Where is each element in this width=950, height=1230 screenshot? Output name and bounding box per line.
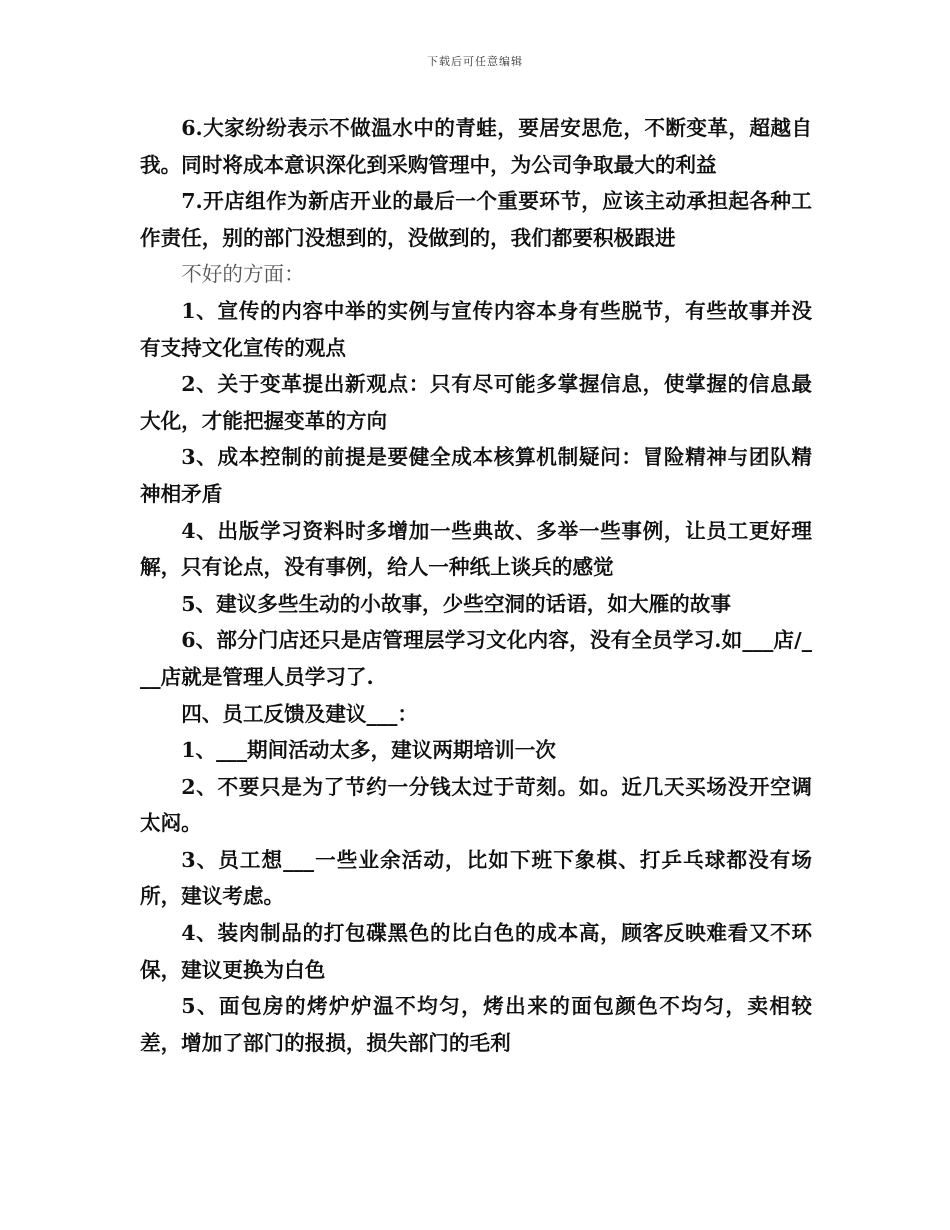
- section-heading: 四、员工反馈及建议___：: [181, 701, 419, 726]
- paragraph: 2、不要只是为了节约一分钱太过于苛刻。如。近几天买场没开空调太闷。: [140, 774, 812, 836]
- paragraph: 5、面包房的烤炉炉温不均匀，烤出来的面包颜色不均匀，卖相较差，增加了部门的报损，损失部门的毛利: [140, 994, 812, 1055]
- paragraph: 2、关于变革提出新观点：只有尽可能多掌握信息，使掌握的信息最大化，才能把握变革的方向: [140, 372, 812, 433]
- page-header-note: 下载后可任意编辑: [427, 55, 523, 68]
- paragraph: 6.大家纷纷表示不做温水中的青蛙，要居安思危，不断变革，超越自我。同时将成本意识深化到采购管理中，为公司争取最大的利益: [140, 116, 812, 177]
- section-subheading: 不好的方面：: [181, 262, 305, 287]
- paragraph: 1、___期间活动太多，建议两期培训一次: [181, 738, 556, 763]
- paragraph: 6、部分门店还只是店管理层学习文化内容，没有全员学习.如___店/___店就是管理人员学习了.: [140, 628, 812, 689]
- document-body: [140, 110, 812, 1061]
- paragraph: 3、成本控制的前提是要健全成本核算机制疑问：冒险精神与团队精神相矛盾: [140, 445, 812, 506]
- paragraph: 4、出版学习资料时多增加一些典故、多举一些事例，让员工更好理解，只有论点，没有事例，给人一种纸上谈兵的感觉: [140, 518, 812, 580]
- paragraph: 3、员工想___一些业余活动，比如下班下象棋、打乒乓球都没有场所，建议考虑。: [140, 847, 812, 909]
- paragraph: 4、装肉制品的打包碟黑色的比白色的成本高，顾客反映难看又不环保，建议更换为白色: [140, 921, 812, 982]
- paragraph: 5、建议多些生动的小故事，少些空洞的话语，如大雁的故事: [181, 591, 731, 616]
- paragraph: 7.开店组作为新店开业的最后一个重要环节，应该主动承担起各种工作责任，别的部门没想到的，没做到的，我们都要积极跟进: [140, 189, 812, 250]
- paragraph: 1、宣传的内容中举的实例与宣传内容本身有些脱节，有些故事并没有支持文化宣传的观点: [140, 298, 812, 360]
